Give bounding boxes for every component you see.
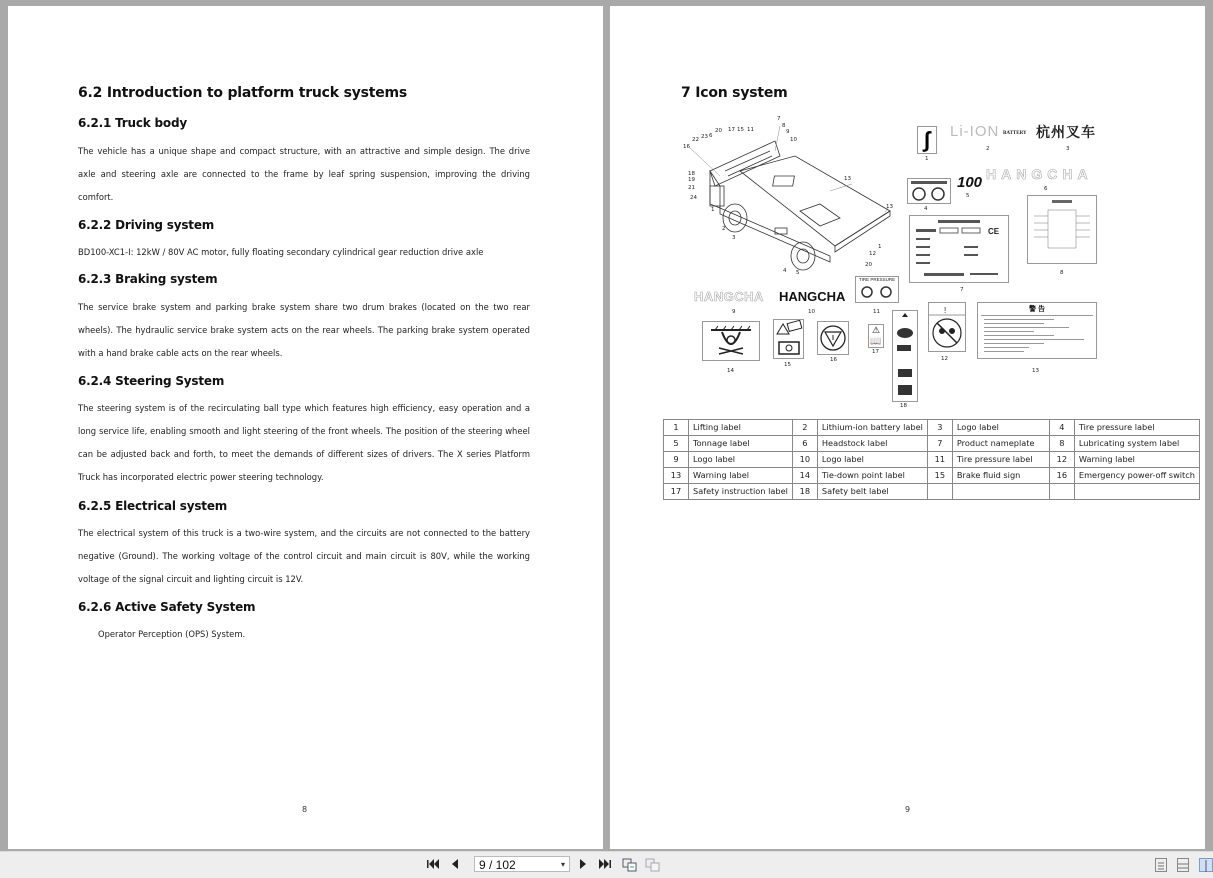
paragraph: The service brake system and parking brake system share two drum brakes (located on the two rear wheels). The hydraulic service brake system acts on the rear wheels. The parking brake system operated with a hand brake cable acts on the rear wheels. (78, 302, 530, 358)
callout: 6 (1044, 186, 1048, 192)
paragraph: BD100-XC1-I: 12kW / 80V AC motor, fully floating secondary cylindrical gear reduction drive axle (78, 247, 484, 257)
icon-legend-table (663, 419, 1200, 500)
callout: 19 (688, 177, 695, 183)
callout: 16 (683, 144, 690, 150)
section-heading: 7 Icon system (681, 85, 788, 101)
table-row: 13 Warning label 14 Tie-down point label 15 Brake fluid sign 16 Emergency power-off switch (664, 468, 1200, 484)
brake-fluid-sign (773, 319, 804, 359)
table-row: 17 Safety instruction label 18 Safety belt label (664, 484, 1200, 500)
table-row: 1 Lifting label 2 Lithium-ion battery label 3 Logo label 4 Tire pressure label (664, 420, 1200, 436)
liion-logo: Li-ION (950, 123, 1000, 140)
tire-pressure-label (855, 276, 899, 303)
callout: 12 (941, 356, 948, 362)
first-page-button[interactable] (426, 857, 440, 873)
callout: 9 (732, 309, 736, 315)
callout: 11 (873, 309, 880, 315)
two-page-view-button[interactable] (1199, 858, 1213, 872)
callout: 16 (830, 357, 837, 363)
subsection-title: 6.2.4 Steering System (78, 374, 225, 388)
callout: 1 (878, 244, 882, 250)
table-row: 5 Tonnage label 6 Headstock label 7 Product nameplate 8 Lubricating system label (664, 436, 1200, 452)
lifting-hook-icon: ∫ (917, 126, 937, 154)
first-page-icon (426, 857, 440, 871)
paragraph: Operator Perception (OPS) System. (98, 629, 246, 639)
page-number-input[interactable] (474, 856, 570, 872)
callout: 4 (924, 206, 928, 212)
paragraph: The electrical system of this truck is a two-wire system, and the circuits are not connected to the battery negative (Ground). The working voltage of the control circuit and main circuit is 80V, while the working voltage of the signal circuit and lighting circuit is 12V. (78, 528, 530, 584)
callout: 2 (722, 226, 726, 232)
next-view-button[interactable] (645, 857, 661, 873)
callout: 6 (709, 133, 713, 139)
callout: 23 (701, 134, 708, 140)
callout: 8 (782, 123, 786, 129)
callout: 7 (960, 287, 964, 293)
previous-view-button[interactable] (622, 857, 638, 873)
warning-label-12 (928, 302, 966, 352)
two-page-icon (1200, 860, 1212, 872)
svg-text:!: ! (944, 306, 947, 315)
callout: 12 (869, 251, 876, 257)
next-page-icon (578, 857, 588, 871)
callout: 4 (783, 268, 787, 274)
next-page-button[interactable] (578, 857, 588, 873)
page-number: 8 (302, 805, 308, 814)
callout: 7 (777, 116, 781, 122)
continuous-view-button[interactable] (1177, 858, 1189, 872)
last-page-icon (598, 857, 612, 871)
previous-page-button[interactable] (450, 857, 460, 873)
section-heading: 6.2 Introduction to platform truck systems (78, 85, 408, 101)
chevron-down-icon[interactable]: ▾ (560, 860, 565, 869)
product-nameplate (909, 215, 1009, 283)
previous-page-icon (450, 857, 460, 871)
lubricating-system-label (1027, 195, 1097, 264)
callout: 14 (727, 368, 734, 374)
paragraph: The steering system is of the recirculating ball type which features high efficiency, easy operation and a long service life, enabling smooth and light steering of the front wheels. The position of the steering wheel can be adjusted back and forth, to meet the demands of different sizes of drivers. The X series Platform Truck has incorporated electric power steering technology. (78, 403, 530, 482)
hangcha-outline-logo: HANGCHA (694, 289, 764, 304)
battery-text: BATTERY (1003, 131, 1027, 136)
callout: 20 (715, 128, 722, 134)
callout: 2 (986, 146, 990, 152)
page-indicator: 9 / 102 (479, 858, 516, 872)
callout: 21 (688, 185, 695, 191)
table-row: 9 Logo label 10 Logo label 11 Tire pressure label 12 Warning label (664, 452, 1200, 468)
svg-text:CE: CE (988, 227, 1000, 236)
tonnage-label: 100 (957, 174, 983, 191)
single-page-view-button[interactable] (1155, 858, 1167, 872)
callout: 3 (732, 235, 736, 241)
last-page-button[interactable] (598, 857, 612, 873)
emergency-stop-label (817, 321, 849, 355)
safety-belt-label (892, 310, 918, 402)
warning-title: 警 告 (981, 305, 1093, 316)
subsection-title: 6.2.3 Braking system (78, 272, 218, 286)
callout: 10 (808, 309, 815, 315)
callout: 1 (925, 156, 929, 162)
previous-view-icon (622, 857, 638, 873)
single-page-icon (1156, 860, 1166, 872)
pdf-page-8 (8, 6, 603, 849)
callout: 11 (747, 127, 754, 133)
hangcha-bold-logo: HANGCHA (779, 289, 846, 304)
callout: 13 (844, 176, 851, 182)
subsection-title: 6.2.1 Truck body (78, 116, 187, 130)
tire-pressure-title: TIRE PRESSURE (858, 277, 896, 282)
callout: 9 (786, 129, 790, 135)
callout: 22 (692, 137, 699, 143)
continuous-page-icon (1178, 860, 1188, 872)
callout: 17 (728, 127, 735, 133)
subsection-title: 6.2.5 Electrical system (78, 499, 228, 513)
callout: 1 (711, 207, 715, 213)
tie-down-point-label (702, 321, 760, 361)
callout: 3 (1066, 146, 1070, 152)
page-number: 9 (905, 805, 911, 814)
pdf-navigation-toolbar (0, 851, 1213, 878)
pdf-page-9 (610, 6, 1205, 849)
callout: 24 (690, 195, 697, 201)
callout: 15 (784, 362, 791, 368)
callout: 10 (790, 137, 797, 143)
warning-label-13 (977, 302, 1097, 359)
callout: 17 (872, 349, 879, 355)
safety-instruction-label: ⚠ 📖 (868, 324, 884, 348)
subsection-title: 6.2.6 Active Safety System (78, 600, 256, 614)
hangcha-headstock-logo: HANGCHA (986, 166, 1093, 182)
callout: 18 (688, 171, 695, 177)
chinese-logo: 杭州叉车 (1036, 124, 1096, 140)
callout: 5 (966, 193, 970, 199)
callout: 13 (1032, 368, 1039, 374)
callout: 15 (737, 127, 744, 133)
tire-pressure-label-small (907, 178, 951, 204)
callout: 18 (900, 403, 907, 409)
callout: 20 (865, 262, 872, 268)
next-view-icon (645, 857, 661, 873)
subsection-title: 6.2.2 Driving system (78, 218, 215, 232)
callout: 5 (796, 270, 800, 276)
callout: 8 (1060, 270, 1064, 276)
paragraph: The vehicle has a unique shape and compact structure, with an attractive and simple design. The drive axle and steering axle are connected to the frame by leaf spring suspension, improving the driving comfort. (78, 146, 530, 202)
callout: 13 (886, 204, 893, 210)
